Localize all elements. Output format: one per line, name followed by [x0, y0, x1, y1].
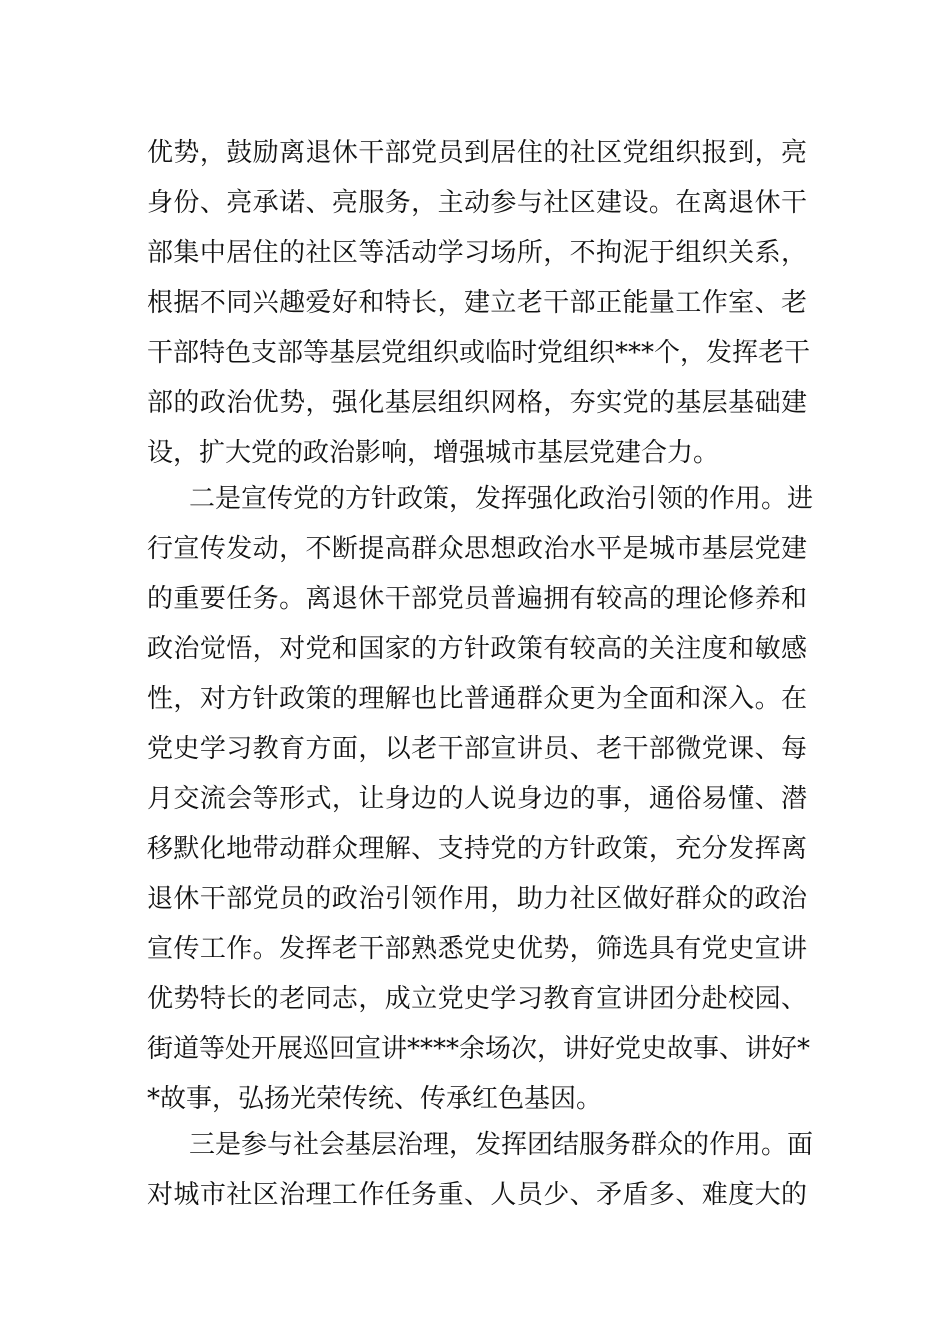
- text-line: 优势，鼓励离退休干部党员到居住的社区党组织报到，亮: [147, 138, 807, 168]
- text-line: 的重要任务。离退休干部党员普遍拥有较高的理论修养和: [147, 584, 807, 614]
- text-line: 移默化地带动群众理解、支持党的方针政策，充分发挥离: [147, 834, 807, 864]
- paragraph-start-line: 三是参与社会基层治理，发挥团结服务群众的作用。面: [189, 1130, 814, 1160]
- text-line: 性，对方针政策的理解也比普通群众更为全面和深入。在: [147, 684, 807, 714]
- text-line: 退休干部党员的政治引领作用，助力社区做好群众的政治: [147, 884, 807, 914]
- text-line: 干部特色支部等基层党组织或临时党组织***个，发挥老干: [147, 338, 811, 368]
- text-line: 月交流会等形式，让身边的人说身边的事，通俗易懂、潜: [147, 784, 807, 814]
- text-line: 对城市社区治理工作任务重、人员少、矛盾多、难度大的: [147, 1180, 807, 1210]
- text-line: 优势特长的老同志，成立党史学习教育宣讲团分赴校园、: [147, 984, 807, 1014]
- text-line: 政治觉悟，对党和国家的方针政策有较高的关注度和敏感: [147, 634, 807, 664]
- text-line: 行宣传发动，不断提高群众思想政治水平是城市基层党建: [147, 534, 807, 564]
- paragraph-start-line: 二是宣传党的方针政策，发挥强化政治引领的作用。进: [189, 484, 814, 514]
- text-line: *故事，弘扬光荣传统、传承红色基因。: [147, 1084, 603, 1114]
- text-line: 设，扩大党的政治影响，增强城市基层党建合力。: [147, 438, 720, 468]
- text-line: 根据不同兴趣爱好和特长，建立老干部正能量工作室、老: [147, 288, 807, 318]
- text-line: 党史学习教育方面，以老干部宣讲员、老干部微党课、每: [147, 734, 807, 764]
- text-line: 身份、亮承诺、亮服务，主动参与社区建设。在离退休干: [147, 188, 807, 218]
- text-line: 街道等处开展巡回宣讲****余场次，讲好党史故事、讲好*: [147, 1034, 811, 1064]
- text-line: 部集中居住的社区等活动学习场所，不拘泥于组织关系，: [147, 238, 807, 268]
- text-line: 宣传工作。发挥老干部熟悉党史优势，筛选具有党史宣讲: [147, 934, 807, 964]
- text-line: 部的政治优势，强化基层组织网格，夯实党的基层基础建: [147, 388, 807, 418]
